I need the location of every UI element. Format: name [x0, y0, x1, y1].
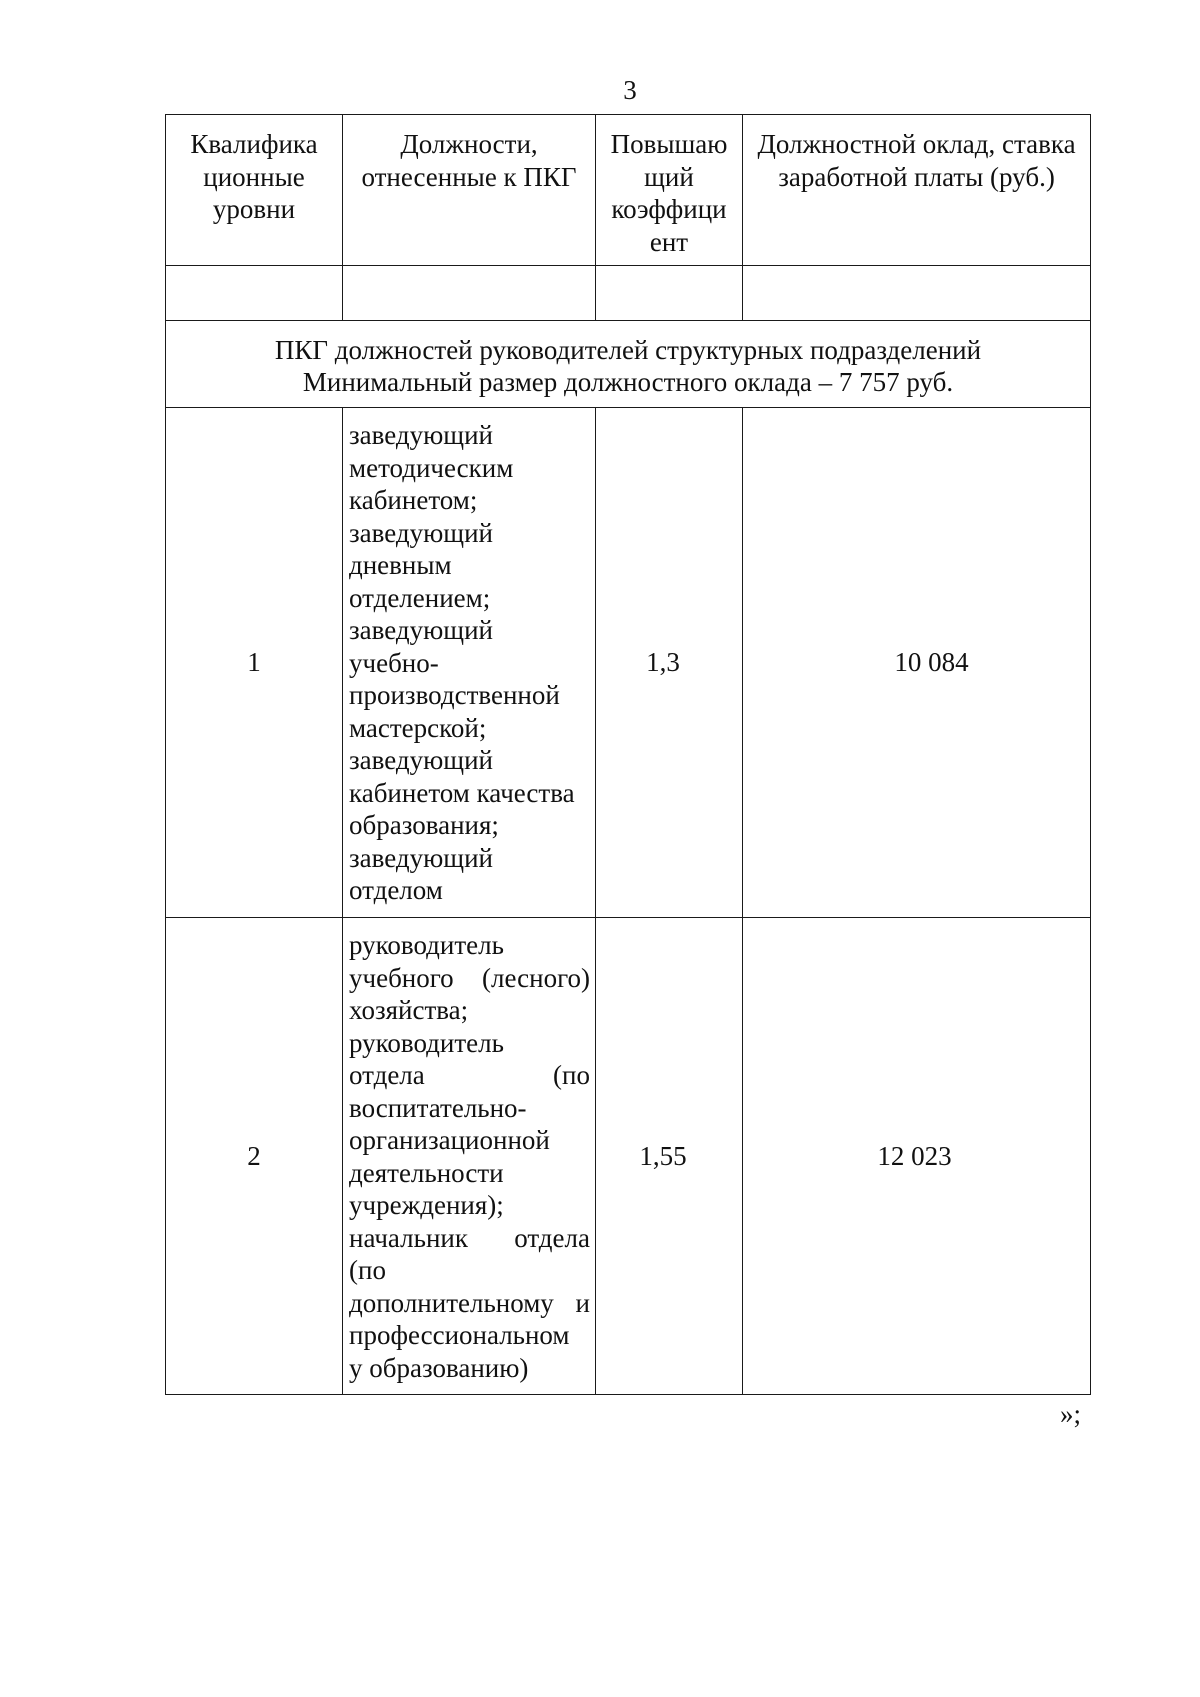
- position-line: методическим: [349, 452, 514, 483]
- position-line: кабинетом качества: [349, 777, 575, 808]
- position-line: заведующий: [349, 420, 493, 450]
- position-line: кабинетом;: [349, 485, 478, 515]
- header-line: заработной платы (руб.): [778, 161, 1055, 192]
- empty-cell: [743, 266, 1091, 321]
- position-line: заведующий: [349, 517, 493, 548]
- position-line: отделением;: [349, 582, 491, 613]
- table-row: [166, 408, 1091, 918]
- positions-cell: [343, 408, 596, 918]
- position-line: воспитательно-: [349, 1092, 527, 1123]
- header-salary: [743, 115, 1091, 266]
- group-heading-cell: [166, 321, 1091, 408]
- salary-cell: 12 023: [743, 918, 1091, 1395]
- table-row: [166, 918, 1091, 1395]
- position-line: учебно-: [349, 647, 439, 678]
- position-line: образования;: [349, 810, 499, 840]
- page-number: 3: [623, 75, 637, 105]
- position-line: начальник отдела: [349, 1222, 590, 1253]
- level-cell: 1: [166, 408, 343, 918]
- header-line: ент: [649, 226, 689, 257]
- closing-quote-mark: »;: [1060, 1399, 1082, 1429]
- position-line: отдела (по: [349, 1060, 590, 1090]
- header-line: щий: [644, 161, 694, 192]
- header-line: Повышаю: [610, 129, 728, 159]
- coefficient-cell: 1,55: [596, 918, 743, 1395]
- header-line: ционные: [203, 161, 305, 192]
- position-line: дневным: [349, 550, 452, 580]
- position-line: (по: [349, 1255, 386, 1285]
- salary-table: [165, 114, 1091, 1395]
- position-line: заведующий: [349, 615, 493, 645]
- group-heading-row: [166, 321, 1091, 408]
- empty-cell: [166, 266, 343, 321]
- header-line: коэффици: [611, 194, 727, 224]
- position-line: учебного (лесного): [349, 962, 590, 993]
- group-min-salary: Минимальный размер должностного оклада – 7 757 руб.: [302, 367, 954, 397]
- position-line: заведующий: [349, 842, 493, 873]
- header-line: Квалифика: [190, 129, 318, 159]
- header-line: уровни: [212, 194, 296, 224]
- header-qualification-levels: [166, 115, 343, 266]
- position-line: дополнительному и: [349, 1287, 590, 1318]
- position-line: заведующий: [349, 745, 493, 775]
- position-line: у образованию): [349, 1352, 529, 1383]
- position-line: деятельности: [349, 1157, 504, 1188]
- header-line: отнесенные к ПКГ: [361, 161, 577, 192]
- position-line: отделом: [349, 875, 443, 905]
- header-line: Должности,: [400, 129, 538, 159]
- position-line: мастерской;: [349, 712, 487, 743]
- level-cell: 2: [166, 918, 343, 1395]
- position-line: производственной: [349, 680, 560, 710]
- positions-cell: [343, 918, 596, 1395]
- position-line: профессиональном: [349, 1320, 570, 1350]
- position-line: организационной: [349, 1125, 550, 1155]
- empty-cell: [596, 266, 743, 321]
- empty-cell: [343, 266, 596, 321]
- position-line: руководитель: [349, 1027, 504, 1058]
- table-header-row: [166, 115, 1091, 266]
- group-title: ПКГ должностей руководителей структурных подразделений: [274, 334, 982, 365]
- coefficient-cell: 1,3: [596, 408, 743, 918]
- position-line: учреждения);: [349, 1190, 504, 1220]
- header-coefficient: [596, 115, 743, 266]
- salary-cell: 10 084: [743, 408, 1091, 918]
- position-line: хозяйства;: [349, 995, 469, 1025]
- header-positions: [343, 115, 596, 266]
- empty-row: [166, 266, 1091, 321]
- header-line: Должностной оклад, ставка: [757, 129, 1076, 159]
- position-line: руководитель: [349, 930, 504, 960]
